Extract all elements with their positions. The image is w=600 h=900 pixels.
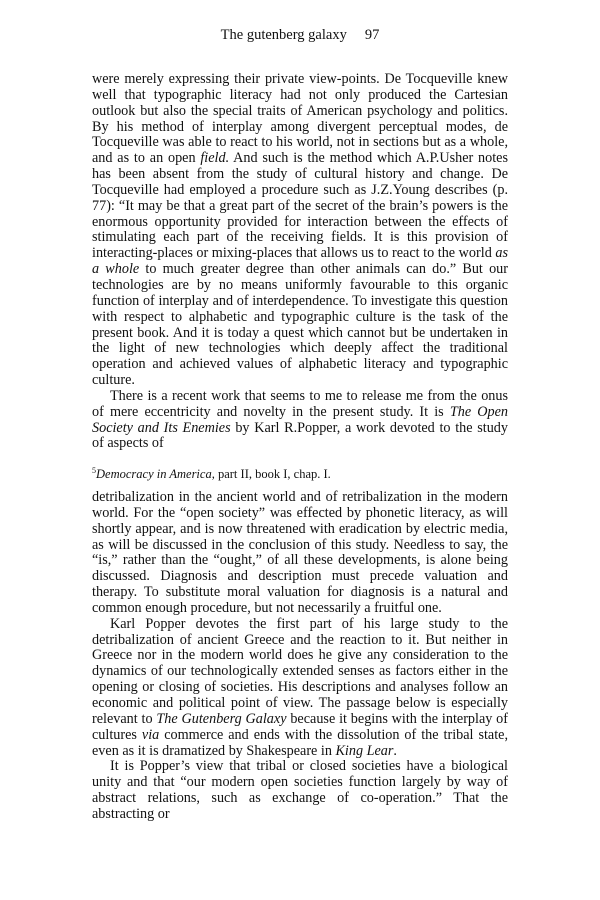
footnote-text: part II, book I, chap. I. (214, 467, 331, 481)
text-run: And such is the method which A.P.Usher notes has been absent from the study of cultural history and change. De Tocqueville had employed a procedure such as J.Z.Young describes (p. 77): “It may be that a great part of the secret of the brain’s powers is the enormous opportunity provided for interaction between the effects of stimulating each part of the receiving fields. It is this provision of interacting-places or mixing-places that allows us to react to the world (92, 150, 508, 262)
text-run: to much greater degree than other animals can do.” But our technologies are by no means uniformly favourable to this organic function of interplay and of interdependence. To investigate this question with respect to alphabetic and typographic culture is the task of the present book. And it is today a quest which cannot but be undertaken in the light of new technologies which deeply affect the traditional operation and achieved values of alphabetic literacy and typographic culture. (92, 261, 508, 389)
paragraph (92, 72, 508, 389)
italic-text: via (141, 726, 160, 743)
paragraph (92, 617, 508, 760)
running-header (0, 27, 600, 44)
page-number: 97 (364, 27, 380, 43)
footnote (92, 466, 331, 482)
text-run: . (393, 742, 397, 759)
italic-text: field. (200, 150, 230, 167)
text-run: because it begins with the interplay of cultures (92, 710, 508, 743)
paragraph (92, 389, 508, 452)
paragraph: It is Popper’s view that tribal or closed societies have a biological unity and that “our modern open societies function largely by way of abstract relations, such as exchange of co-operation.” That the abstracting or (92, 758, 508, 822)
paragraph: detribalization in the ancient world and of retribalization in the modern world. For the “open society” was effected by phonetic literacy, as will shortly appear, and is now threatened with eradication by electric media, as will be discussed in the conclusion of this study. Needless to say, the “is,” rather than the “ought,” of all these developments, is alone being discussed. Diagnosis and description must precede valuation and therapy. To substitute moral valuation for diagnosis is a natural and common enough procedure, but not necessarily a fruitful one. (92, 489, 508, 616)
text-block-lower (92, 490, 508, 823)
italic-text: as a whole (92, 245, 508, 278)
italic-book-title: The Open Society and Its Enemies (92, 403, 509, 436)
text-block-upper (92, 72, 508, 452)
text-run: by Karl R.Popper, a work devoted to the study of aspects of (92, 419, 508, 452)
footnote-title: Democracy in America, (96, 467, 215, 481)
italic-book-title: The Gutenberg Galaxy (156, 710, 287, 727)
footnote-marker: 5 (92, 466, 96, 475)
italic-book-title: King Lear (335, 742, 394, 759)
text-run: There is a recent work that seems to me to release me from the onus of mere eccentricity and novelty in the present study. It is (92, 387, 508, 420)
text-run: commerce and ends with the dissolution of the tribal state, even as it is dramatized by Shakespeare in (92, 726, 508, 759)
text-run: were merely expressing their private view-points. De Tocqueville knew well that typographic literacy had not only produced the Cartesian outlook but also the special traits of American psychology and politics. By his method of interplay among divergent perceptual modes, de Tocqueville was able to react to his world, not in sections but as a whole, and as to an open (92, 71, 508, 167)
text-run: Karl Popper devotes the first part of his large study to the detribalization of ancient Greece and the reaction to it. But neither in Greece nor in the modern world does he give any consideration to the dynamics of our technologically extended senses as factors either in the opening or closing of societies. His descriptions and analyses follow an economic and political point of view. The passage below is especially relevant to (92, 615, 508, 727)
running-header-title: The gutenberg galaxy (220, 27, 347, 43)
